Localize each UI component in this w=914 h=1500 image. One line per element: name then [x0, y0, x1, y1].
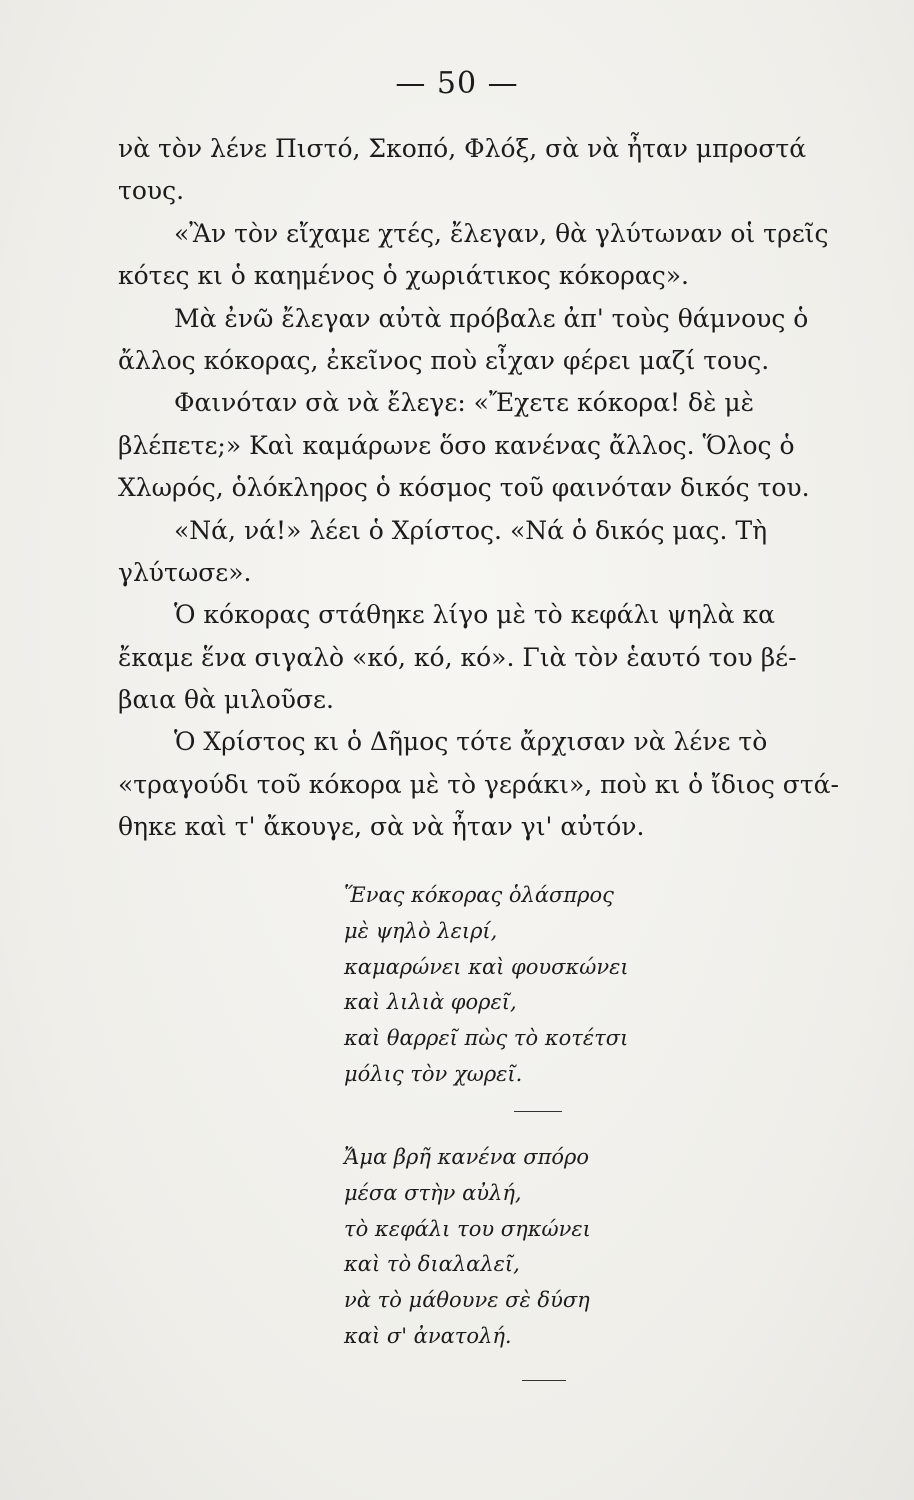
prose-line: βαια θὰ μιλοῦσε.: [118, 685, 334, 715]
prose-line: Χλωρός, ὁλόκληρος ὁ κόσμος τοῦ φαινόταν δικός του.: [118, 473, 810, 503]
poem-line: τὸ κεφάλι του σηκώνει: [344, 1216, 591, 1241]
poem-line: καὶ σ' ἀνατολή.: [344, 1323, 512, 1348]
poem-line: Ἕνας κόκορας ὁλάσπρος: [344, 883, 614, 907]
prose-line: βλέπετε;» Καὶ καμάρωνε ὅσο κανένας ἄλλος. Ὅλος ὁ: [118, 430, 795, 460]
prose-line: Ὁ Χρίστος κι ὁ Δῆμος τότε ἄρχισαν νὰ λένε τὸ: [174, 727, 768, 757]
page-number: — 50 —: [395, 66, 519, 101]
poem-line: μέσα στὴν αὐλή,: [344, 1180, 522, 1205]
poem-line: καὶ τὸ διαλαλεῖ,: [344, 1252, 520, 1277]
prose-line: «Ἂν τὸν εἴχαμε χτές, ἔλεγαν, θὰ γλύτωναν οἱ τρεῖς: [174, 218, 829, 248]
end-divider: [522, 1380, 566, 1381]
prose-line: νὰ τὸν λένε Πιστό, Σκοπό, Φλόξ, σὰ νὰ ἦταν μπροστά: [118, 134, 807, 163]
prose-line: «τραγούδι τοῦ κόκορα μὲ τὸ γεράκι», ποὺ κι ὁ ἴδιος στά-: [118, 769, 840, 799]
prose-line: ἄλλος κόκορας, ἐκεῖνος ποὺ εἶχαν φέρει μαζί τους.: [118, 345, 770, 375]
poem-stanza-2: [344, 1140, 764, 1355]
stanza-divider: [514, 1111, 562, 1112]
prose-line: «Νά, νά!» λέει ὁ Χρίστος. «Νά ὁ δικός μας. Τὴ: [174, 515, 768, 545]
prose-line: κότες κι ὁ καημένος ὁ χωριάτικος κόκορας».: [118, 261, 690, 291]
poem-stanza-1: [344, 878, 764, 1093]
prose-line: θηκε καὶ τ' ἄκουγε, σὰ νὰ ἦταν γι' αὐτόν.: [118, 812, 645, 842]
prose-line: τους.: [118, 176, 185, 206]
poem-line: καὶ θαρρεῖ πὼς τὸ κοτέτσι: [344, 1026, 629, 1051]
poem-line: Ἄμα βρῆ κανένα σπόρο: [344, 1145, 590, 1169]
prose-line: Φαινόταν σὰ νὰ ἔλεγε: «Ἔχετε κόκορα! δὲ μὲ: [174, 388, 755, 418]
poem-line: μὲ ψηλὸ λειρί,: [344, 918, 498, 943]
poem-line: νὰ τὸ μάθουνε σὲ δύση: [344, 1288, 590, 1313]
prose-line: Μὰ ἐνῶ ἔλεγαν αὐτὰ πρόβαλε ἀπ' τοὺς θάμνους ὁ: [174, 303, 809, 333]
prose-block: [118, 128, 898, 849]
poem-line: καμαρώνει καὶ φουσκώνει: [344, 954, 629, 979]
prose-line: γλύτωσε».: [118, 557, 252, 587]
poem-line: μόλις τὸν χωρεῖ.: [344, 1061, 523, 1086]
prose-line: ἔκαμε ἕνα σιγαλὸ «κό, κό, κό». Γιὰ τὸν ἑαυτό του βέ-: [118, 642, 797, 672]
prose-line: Ὁ κόκορας στάθηκε λίγο μὲ τὸ κεφάλι ψηλὰ κα: [174, 600, 775, 630]
poem-line: καὶ λιλιὰ φορεῖ,: [344, 990, 517, 1015]
